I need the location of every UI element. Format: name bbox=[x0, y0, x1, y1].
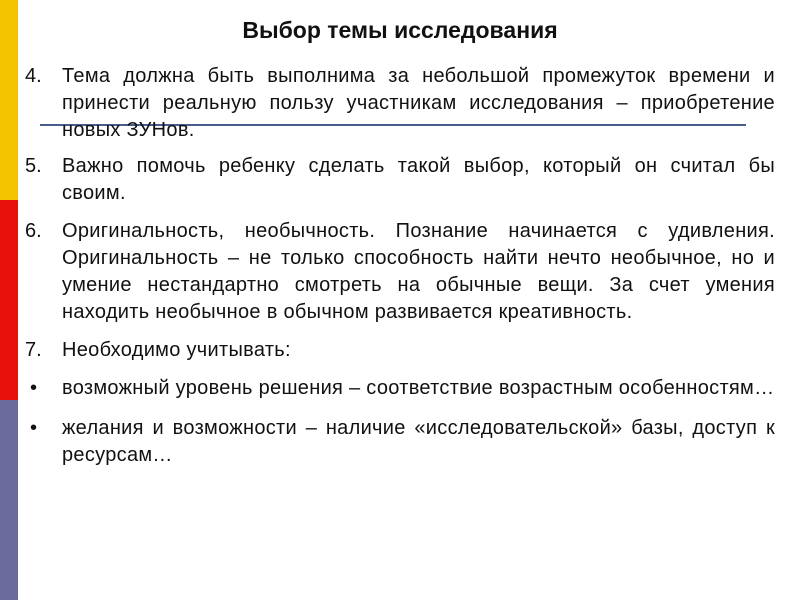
list-item-text: Тема должна быть выполнима за небольшой промежуток времени и принести реальную пользу участникам исследования – приобретение новых ЗУНов. bbox=[62, 65, 775, 141]
bullet-marker: • bbox=[30, 417, 38, 439]
list-item-text: возможный уровень решения – соответствие возрастным особенностям… bbox=[62, 377, 775, 399]
list-marker: 5. bbox=[25, 155, 42, 177]
list-item-text: Необходимо учитывать: bbox=[62, 339, 291, 361]
list-item-4 bbox=[25, 63, 775, 144]
list-marker: 4. bbox=[25, 65, 42, 87]
list-item-7 bbox=[25, 337, 775, 364]
side-bar-red-segment bbox=[0, 200, 18, 400]
list-item-6 bbox=[25, 218, 775, 326]
slide-title: Выбор темы исследования bbox=[242, 17, 558, 43]
bullet-item-level bbox=[25, 375, 775, 402]
list-item-text: Оригинальность, необычность. Познание начинается с удивления. Оригинальность – не только способность найти нечто необычное, но и умение нестандартно смотреть на обычные вещи. За счет умения находить необычное в обычном развивается креативность. bbox=[62, 220, 775, 323]
list-marker: 6. bbox=[25, 220, 42, 242]
bullet-item-resources bbox=[25, 415, 775, 469]
list-marker: 7. bbox=[25, 339, 42, 361]
list-item-5 bbox=[25, 153, 775, 207]
list-item-text: Важно помочь ребенку сделать такой выбор, который он считал бы своим. bbox=[62, 155, 775, 204]
list-item-text: желания и возможности – наличие «исследовательской» базы, доступ к ресурсам… bbox=[62, 417, 775, 466]
side-color-bar bbox=[0, 0, 18, 600]
bullet-marker: • bbox=[30, 377, 38, 399]
content-list bbox=[25, 63, 775, 469]
side-bar-purple-segment bbox=[0, 400, 18, 600]
